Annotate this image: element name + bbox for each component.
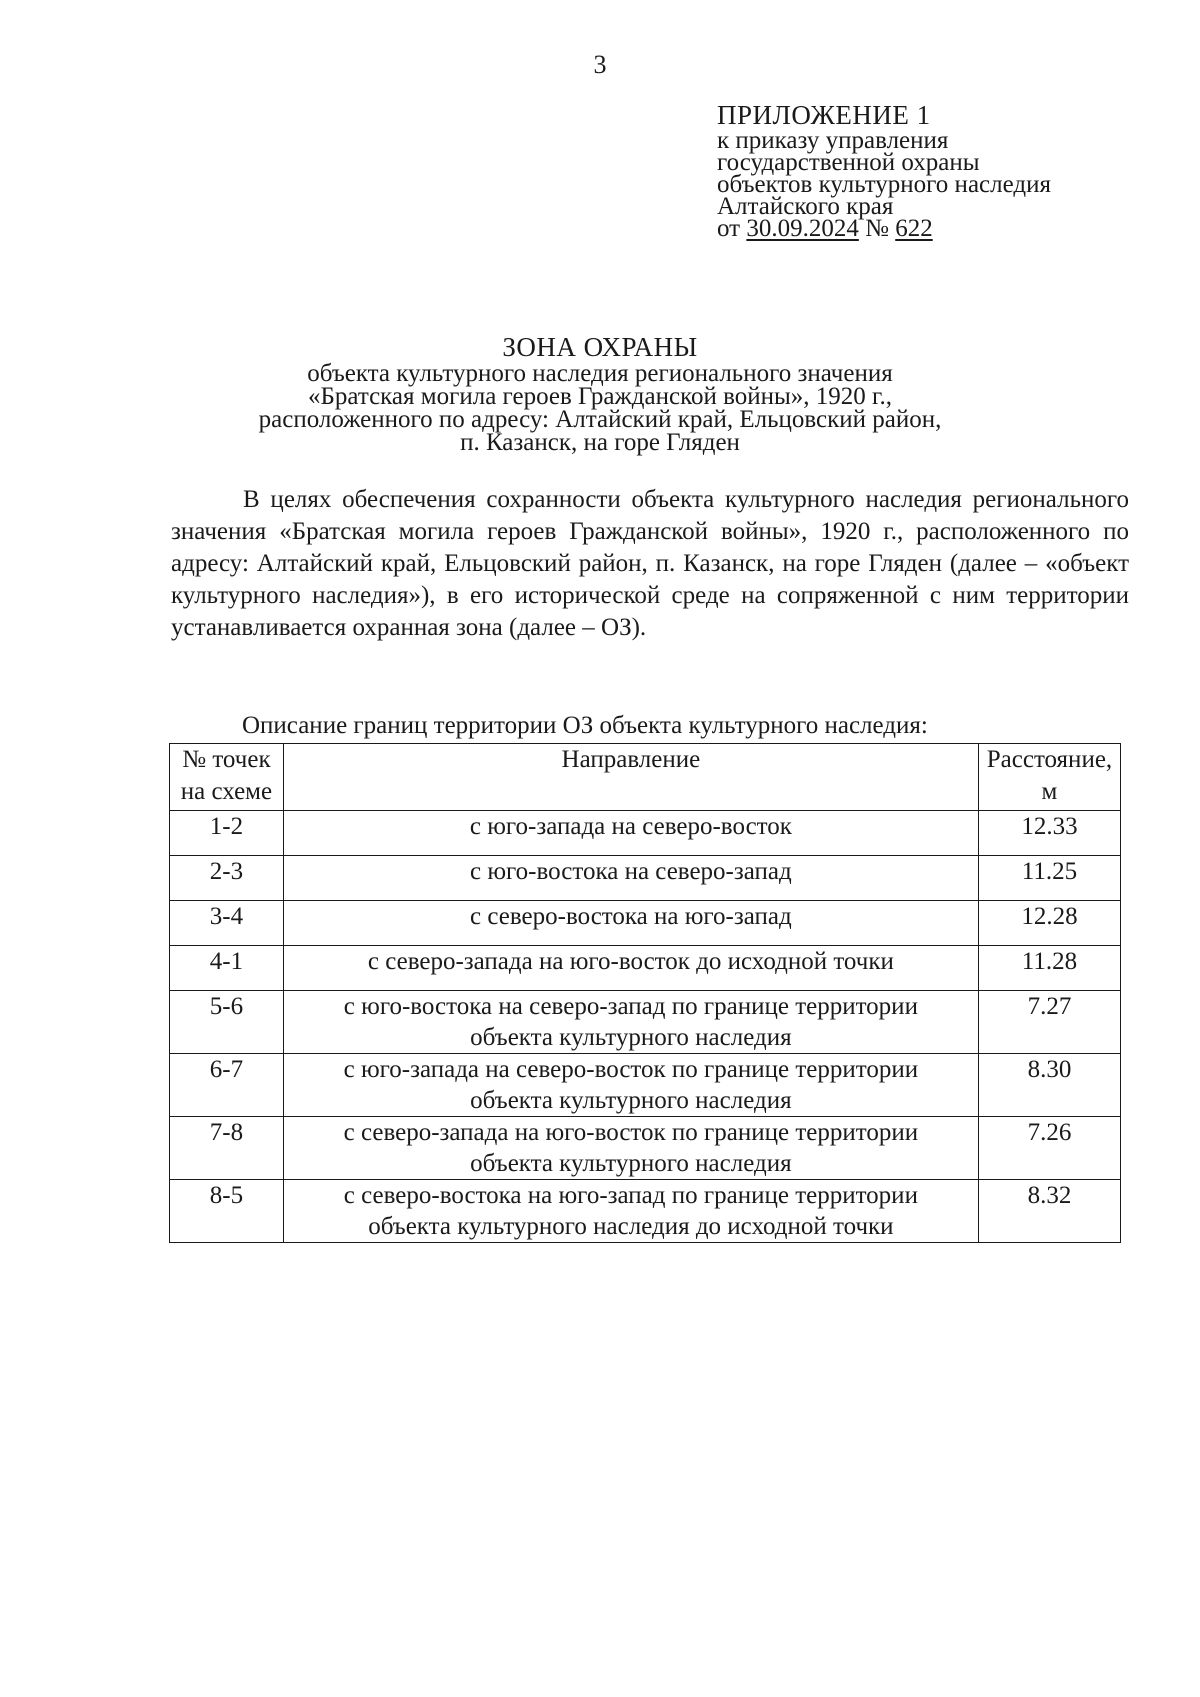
- cell-distance: 11.28: [978, 946, 1120, 991]
- zone-title: ЗОНА ОХРАНЫ: [502, 332, 698, 362]
- header-distance-line: м: [1041, 778, 1058, 805]
- table-row: [170, 811, 1121, 856]
- direction-line: с северо-востока на юго-запад по границе территории: [343, 1182, 918, 1209]
- cell-distance: 12.33: [978, 811, 1120, 856]
- cell-direction: [283, 991, 978, 1054]
- header-distance-line: Расстояние,: [986, 746, 1113, 773]
- direction-line: с юго-востока на северо-запад: [470, 858, 792, 885]
- header-distance: [978, 744, 1120, 811]
- cell-direction: [283, 901, 978, 946]
- cell-distance: 8.30: [978, 1054, 1120, 1117]
- direction-line: объекта культурного наследия до исходной точки: [368, 1213, 894, 1240]
- number-sign: №: [865, 215, 889, 242]
- appendix-date-line: [717, 215, 1051, 242]
- table-row: [170, 991, 1121, 1054]
- appendix-line: Алтайского края: [717, 193, 894, 220]
- zone-subtitle-line: расположенного по адресу: Алтайский край, Ельцовский район,: [258, 406, 942, 433]
- appendix-line: государственной охраны: [717, 149, 980, 176]
- cell-points: 5-6: [170, 991, 284, 1054]
- order-date: 30.09.2024: [746, 215, 859, 242]
- table-row: [170, 946, 1121, 991]
- zone-subtitle-line: объекта культурного наследия регионального значения: [307, 360, 893, 387]
- table-caption: Описание границ территории ОЗ объекта культурного наследия:: [242, 712, 928, 739]
- direction-line: с северо-запада на юго-восток до исходной точки: [367, 948, 894, 975]
- cell-direction: [283, 946, 978, 991]
- table-row: [170, 1054, 1121, 1117]
- cell-points: 1-2: [170, 811, 284, 856]
- appendix-block: [717, 100, 1051, 240]
- cell-direction: [283, 1117, 978, 1180]
- direction-line: объекта культурного наследия: [470, 1024, 792, 1051]
- direction-line: с северо-востока на юго-запад: [470, 903, 792, 930]
- cell-distance: 7.26: [978, 1117, 1120, 1180]
- direction-line: с северо-запада на юго-восток по границе территории: [343, 1119, 919, 1146]
- table-header-row: [170, 744, 1121, 811]
- zone-title-block: [0, 332, 1200, 454]
- appendix-line: к приказу управления: [717, 127, 949, 154]
- table-row: [170, 901, 1121, 946]
- page-number: 3: [593, 50, 607, 79]
- order-number: 622: [895, 215, 933, 242]
- body-paragraph: В целях обеспечения сохранности объекта культурного наследия регионального значения «Братская могила героев Гражданской войны», 1920 г., расположенного по адресу: Алтайский край, Ельцовский район, п. Казанск, на горе Гляден (далее – «объект культурного наследия»), в его исторической среде на сопряженной с ним территории устанавливается охранная зона (далее – ОЗ).: [171, 486, 1129, 641]
- header-points-line: на схеме: [180, 778, 273, 805]
- header-direction: Направление: [283, 744, 978, 811]
- date-prefix: от: [717, 215, 741, 242]
- cell-direction: [283, 856, 978, 901]
- direction-line: объекта культурного наследия: [470, 1150, 792, 1177]
- cell-direction: [283, 811, 978, 856]
- cell-points: 8-5: [170, 1180, 284, 1243]
- cell-direction: [283, 1054, 978, 1117]
- header-points: [170, 744, 284, 811]
- cell-distance: 11.25: [978, 856, 1120, 901]
- boundaries-table: [169, 743, 1121, 1243]
- direction-line: с юго-запада на северо-восток: [469, 813, 792, 840]
- zone-subtitle-line: п. Казанск, на горе Гляден: [460, 429, 740, 456]
- table-row: [170, 1117, 1121, 1180]
- table-row: [170, 856, 1121, 901]
- table-row: [170, 1180, 1121, 1243]
- cell-points: 4-1: [170, 946, 284, 991]
- cell-points: 2-3: [170, 856, 284, 901]
- cell-points: 7-8: [170, 1117, 284, 1180]
- appendix-title: ПРИЛОЖЕНИЕ 1: [717, 100, 931, 130]
- cell-distance: 8.32: [978, 1180, 1120, 1243]
- cell-distance: 12.28: [978, 901, 1120, 946]
- direction-line: объекта культурного наследия: [470, 1087, 792, 1114]
- cell-points: 3-4: [170, 901, 284, 946]
- cell-direction: [283, 1180, 978, 1243]
- appendix-line: объектов культурного наследия: [717, 171, 1051, 198]
- direction-line: с юго-запада на северо-восток по границе территории: [343, 1056, 919, 1083]
- cell-points: 6-7: [170, 1054, 284, 1117]
- header-points-line: № точек: [182, 746, 271, 773]
- zone-subtitle-line: «Братская могила героев Гражданской войны», 1920 г.,: [308, 383, 892, 410]
- direction-line: с юго-востока на северо-запад по границе территории: [343, 993, 918, 1020]
- cell-distance: 7.27: [978, 991, 1120, 1054]
